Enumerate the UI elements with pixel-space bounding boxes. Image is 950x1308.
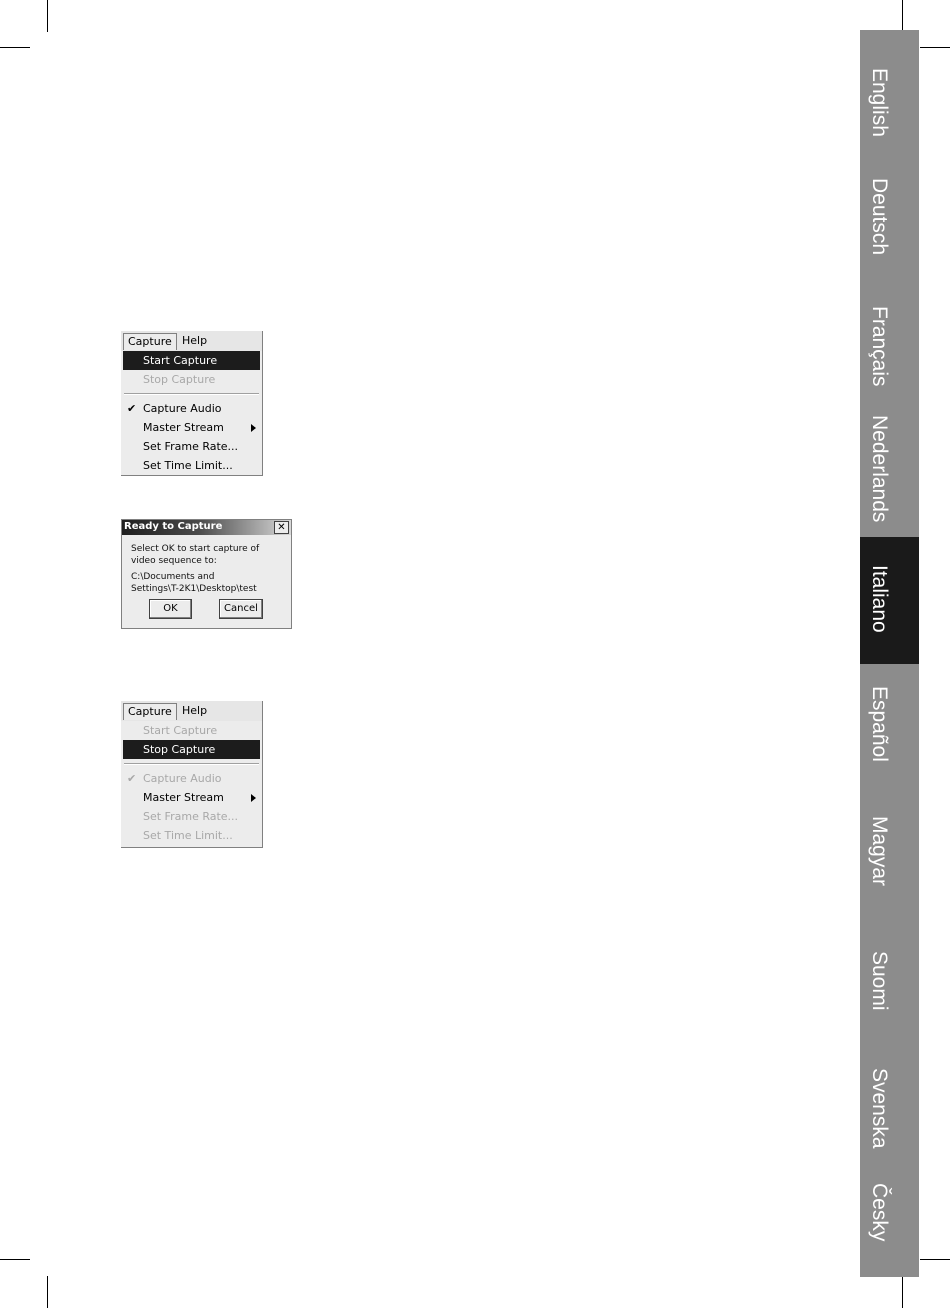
menu-item-label: Start Capture <box>143 354 218 367</box>
menu-item-label: Stop Capture <box>143 373 216 386</box>
menu-bar <box>121 331 262 351</box>
menu-item-capture-audio <box>123 769 260 788</box>
menu-item-label: Set Frame Rate... <box>143 810 239 823</box>
dialog-title: Ready to Capture <box>124 521 223 532</box>
tab-label: Suomi <box>868 951 891 1011</box>
menu-help[interactable]: Help <box>182 334 208 347</box>
tab-label: Español <box>868 686 891 762</box>
menu-separator <box>124 393 259 395</box>
tab-nederlands[interactable] <box>860 407 919 533</box>
tab-label: Italiano <box>868 565 891 633</box>
tab-deutsch[interactable] <box>860 170 919 296</box>
crop-mark <box>902 1276 903 1308</box>
dialog-path-line: Settings\T-2K1\Desktop\test <box>131 584 257 594</box>
submenu-arrow-icon <box>251 424 256 432</box>
dialog-message-line: video sequence to: <box>131 556 217 566</box>
tab-label: Magyar <box>868 816 891 887</box>
close-icon[interactable]: ✕ <box>274 521 289 534</box>
menu-item-label: Set Time Limit... <box>143 459 233 472</box>
tab-suomi[interactable] <box>860 943 919 1069</box>
menu-item-label: Start Capture <box>143 724 218 737</box>
crop-mark <box>902 0 903 32</box>
menu-item-label: Set Time Limit... <box>143 829 233 842</box>
tab-italiano[interactable] <box>860 537 919 664</box>
menu-item-set-time-limit[interactable] <box>123 456 260 475</box>
language-tab-strip <box>860 30 919 1277</box>
menu-item-label: Set Frame Rate... <box>143 440 239 453</box>
capture-menu-stop <box>121 701 263 848</box>
dialog-message-line: Select OK to start capture of <box>131 544 260 554</box>
tab-cesky[interactable] <box>860 1175 919 1275</box>
menu-item-set-frame-rate[interactable] <box>123 437 260 456</box>
menu-capture[interactable]: Capture <box>123 333 177 350</box>
tab-label: Français <box>868 306 891 387</box>
menu-item-capture-audio[interactable] <box>123 399 260 418</box>
tab-magyar[interactable] <box>860 808 919 934</box>
tab-label: English <box>868 68 891 137</box>
cancel-button[interactable]: Cancel <box>219 599 263 619</box>
menu-item-label: Capture Audio <box>143 402 222 415</box>
crop-mark <box>920 47 950 48</box>
tab-label: Svenska <box>868 1068 891 1149</box>
tab-espanol[interactable] <box>860 678 919 804</box>
crop-mark <box>47 0 48 32</box>
crop-mark <box>47 1276 48 1308</box>
menu-capture[interactable]: Capture <box>123 703 177 720</box>
menu-help[interactable]: Help <box>182 704 208 717</box>
dialog-path-line: C:\Documents and <box>131 572 215 582</box>
tab-label: Deutsch <box>868 178 891 256</box>
menu-item-label: Master Stream <box>143 791 224 804</box>
tab-label: Česky <box>868 1183 891 1242</box>
menu-bar <box>121 701 262 721</box>
check-icon: ✔ <box>127 402 137 415</box>
ready-to-capture-dialog <box>121 519 292 629</box>
menu-item-label: Master Stream <box>143 421 224 434</box>
tab-english[interactable] <box>860 60 919 186</box>
capture-menu-start <box>121 331 263 476</box>
crop-mark <box>0 47 30 48</box>
menu-item-set-frame-rate <box>123 807 260 826</box>
menu-separator <box>124 763 259 765</box>
menu-item-master-stream[interactable] <box>123 788 260 807</box>
menu-item-label: Capture Audio <box>143 772 222 785</box>
crop-mark <box>920 1259 950 1260</box>
tab-francais[interactable] <box>860 298 919 424</box>
menu-item-master-stream[interactable] <box>123 418 260 437</box>
dialog-title-bar <box>122 520 291 535</box>
submenu-arrow-icon <box>251 794 256 802</box>
menu-item-stop-capture <box>123 370 260 389</box>
menu-item-start-capture <box>123 721 260 740</box>
tab-label: Nederlands <box>868 415 891 523</box>
check-icon: ✔ <box>127 772 137 785</box>
ok-button[interactable]: OK <box>149 599 192 619</box>
menu-item-label: Stop Capture <box>143 743 216 756</box>
tab-svenska[interactable] <box>860 1060 919 1186</box>
crop-mark <box>0 1259 30 1260</box>
menu-item-set-time-limit <box>123 826 260 845</box>
menu-item-start-capture[interactable] <box>123 351 260 370</box>
menu-item-stop-capture[interactable] <box>123 740 260 759</box>
